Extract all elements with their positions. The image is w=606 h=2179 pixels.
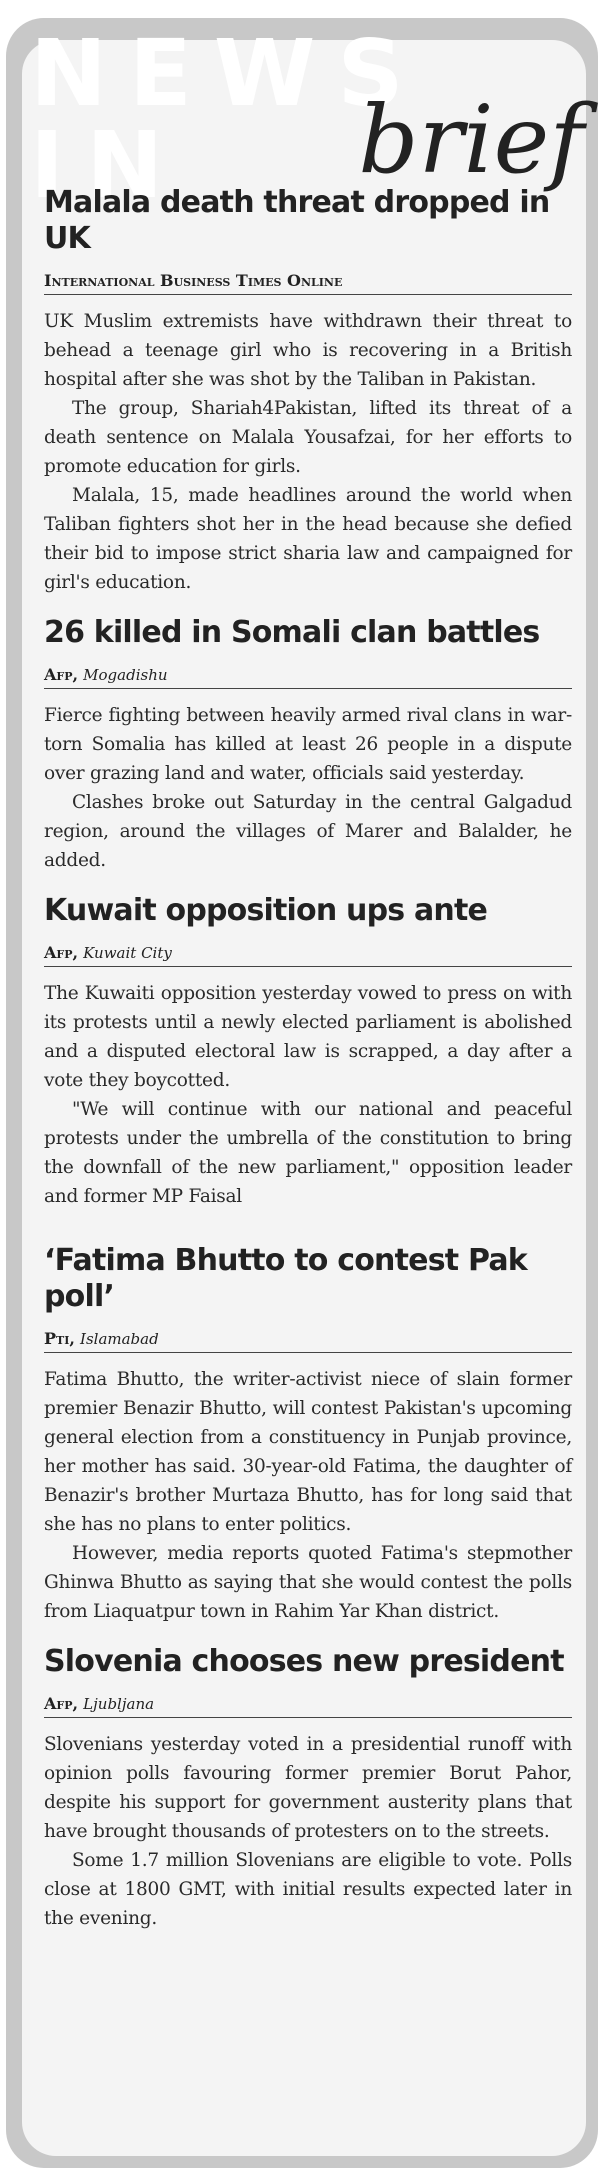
- story-paragraph: The group, Shariah4Pakistan, lifted its threat of a death sentence on Malala Yousafzai, for her efforts to promote education for girls.: [44, 398, 572, 477]
- story-byline: [44, 1694, 572, 1718]
- byline-source: International Business Times Online: [44, 271, 343, 290]
- story-paragraph: "We will continue with our national and peaceful protests under the umbrella of the constitution to bring the downfall of the new parliament," opposition leader and former MP Faisal: [44, 1099, 572, 1207]
- story-paragraph: UK Muslim extremists have withdrawn their threat to behead a teenage girl who is recovering in a British hospital after she was shot by the Taliban in Pakistan.: [44, 311, 572, 390]
- story-paragraph: Some 1.7 million Slovenians are eligible to vote. Polls close at 1800 GMT, with initial results expected later in the evening.: [44, 1850, 572, 1929]
- story-headline: Slovenia chooses new president: [44, 1644, 564, 1679]
- story-kuwait: [44, 893, 572, 1211]
- story-somali: [44, 615, 572, 875]
- story-headline: ‘Fatima Bhutto to contest Pak poll’: [44, 1243, 527, 1314]
- story-paragraph: Clashes broke out Saturday in the central Galgadud region, around the villages of Marer and Balalder, he added.: [44, 792, 572, 871]
- story-paragraph: Slovenians yesterday voted in a presidential runoff with opinion polls favouring former premier Borut Pahor, despite his support for government austerity plans that have brought thousands of protesters on to the streets.: [44, 1734, 572, 1842]
- story-paragraph: Malala, 15, made headlines around the world when Taliban fighters shot her in the head because she defied their bid to impose strict sharia law and campaigned for girl's education.: [44, 485, 572, 593]
- byline-location: Kuwait City: [83, 944, 172, 962]
- story-paragraph: However, media reports quoted Fatima's stepmother Ghinwa Bhutto as saying that she would contest the polls from Liaquatpur town in Rahim Yar Khan district.: [44, 1543, 572, 1622]
- byline-location: Ljubljana: [83, 1695, 155, 1713]
- masthead-news-in: NEWS IN: [30, 20, 426, 219]
- byline-location: Mogadishu: [83, 666, 168, 684]
- story-headline: Kuwait opposition ups ante: [44, 893, 488, 928]
- story-byline: [44, 943, 572, 967]
- story-slovenia: [44, 1644, 572, 1933]
- story-headline: Malala death threat dropped in UK: [44, 185, 550, 256]
- byline-source: Afp,: [44, 1694, 79, 1713]
- story-paragraph: The Kuwaiti opposition yesterday vowed to press on with its protests until a newly elected parliament is abolished and a disputed electoral law is scrapped, a day after a vote they boycotted.: [44, 983, 572, 1091]
- story-byline: [44, 665, 572, 689]
- masthead-brief: brief: [358, 86, 584, 195]
- byline-source: Afp,: [44, 943, 79, 962]
- news-column: [44, 185, 572, 1951]
- story-malala: [44, 185, 572, 597]
- byline-source: Pti,: [44, 1329, 75, 1348]
- masthead: [30, 20, 590, 219]
- story-byline: [44, 271, 572, 295]
- byline-source: Afp,: [44, 665, 79, 684]
- story-byline: [44, 1329, 572, 1353]
- story-fatima-bhutto: [44, 1243, 572, 1626]
- story-paragraph: Fierce fighting between heavily armed rival clans in war-torn Somalia has killed at least 26 people in a dispute over grazing land and water, officials said yesterday.: [44, 705, 572, 784]
- story-headline: 26 killed in Somali clan battles: [44, 615, 540, 650]
- byline-location: Islamabad: [80, 1330, 159, 1348]
- story-paragraph: Fatima Bhutto, the writer-activist niece of slain former premier Benazir Bhutto, will contest Pakistan's upcoming general election from a constituency in Punjab province, her mother has said. 30-year-old Fatima, the daughter of Benazir's brother Murtaza Bhutto, has for long said that she has no plans to enter politics.: [44, 1369, 572, 1535]
